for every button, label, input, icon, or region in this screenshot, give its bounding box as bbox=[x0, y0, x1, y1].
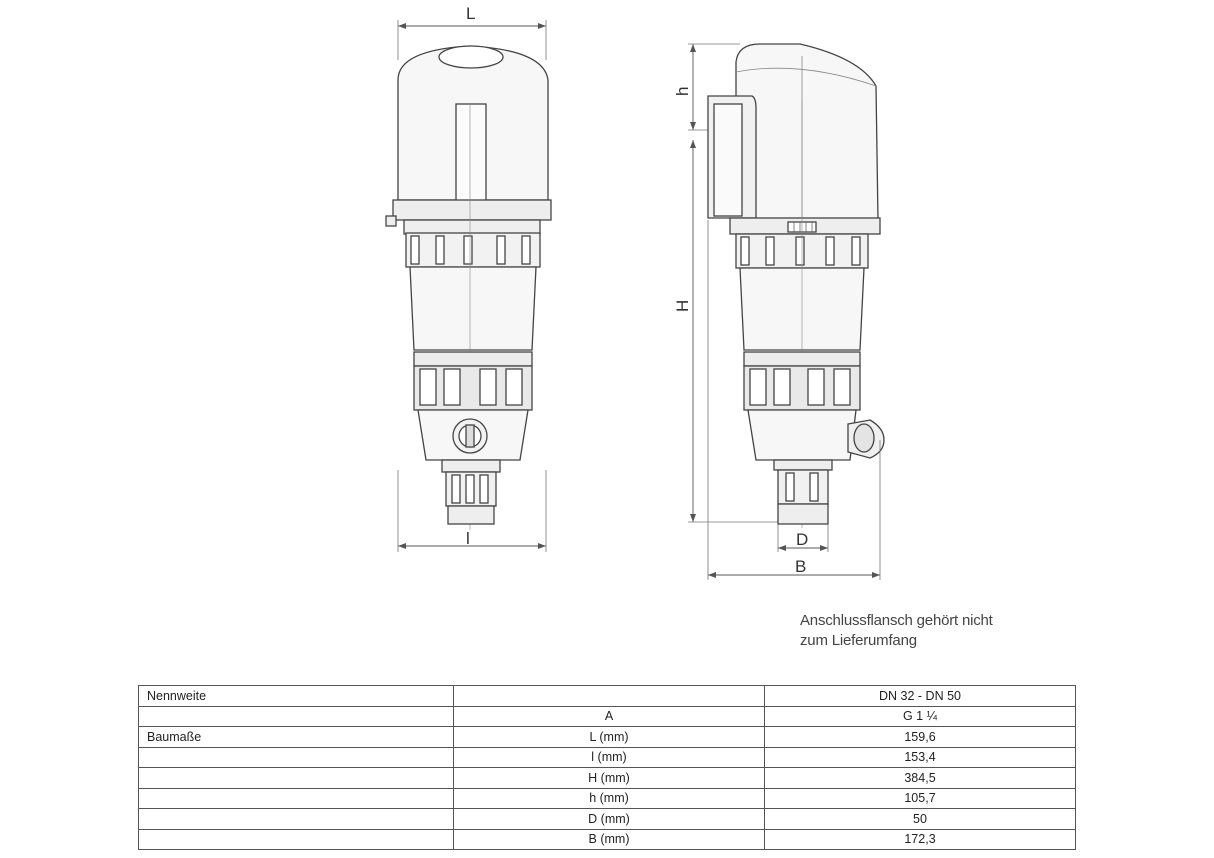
table-cell: l (mm) bbox=[454, 747, 765, 768]
table-cell: D (mm) bbox=[454, 809, 765, 830]
dim-label-B: B bbox=[795, 557, 807, 576]
table-cell bbox=[139, 768, 454, 789]
table-row bbox=[139, 727, 1076, 748]
table-row bbox=[139, 706, 1076, 727]
note-line-2: zum Lieferumfang bbox=[800, 632, 917, 649]
note bbox=[800, 611, 993, 651]
table-cell bbox=[139, 747, 454, 768]
table-cell: G 1 ¼ bbox=[765, 706, 1076, 727]
table-row bbox=[139, 768, 1076, 789]
table-cell bbox=[139, 829, 454, 850]
dim-label-D: D bbox=[796, 530, 809, 549]
specs-table bbox=[138, 685, 1076, 850]
table-cell: 384,5 bbox=[765, 768, 1076, 789]
table-row bbox=[139, 747, 1076, 768]
table-row bbox=[139, 829, 1076, 850]
dim-label-l: l bbox=[466, 529, 470, 548]
table-cell bbox=[139, 809, 454, 830]
table-cell bbox=[139, 706, 454, 727]
table-cell bbox=[454, 686, 765, 707]
table-cell: h (mm) bbox=[454, 788, 765, 809]
note-line-1: Anschlussflansch gehört nicht bbox=[800, 612, 993, 629]
dim-label-L: L bbox=[466, 4, 476, 23]
table-row bbox=[139, 686, 1076, 707]
side-view bbox=[688, 44, 884, 580]
dim-label-h: h bbox=[673, 86, 692, 96]
table-cell: A bbox=[454, 706, 765, 727]
table-cell: 159,6 bbox=[765, 727, 1076, 748]
table-cell: 50 bbox=[765, 809, 1076, 830]
table-row bbox=[139, 788, 1076, 809]
table-row bbox=[139, 809, 1076, 830]
front-view bbox=[386, 20, 551, 552]
table-cell: 153,4 bbox=[765, 747, 1076, 768]
table-cell: B (mm) bbox=[454, 829, 765, 850]
table-cell: 172,3 bbox=[765, 829, 1076, 850]
table-cell: DN 32 - DN 50 bbox=[765, 686, 1076, 707]
table-cell bbox=[139, 788, 454, 809]
table-cell: L (mm) bbox=[454, 727, 765, 748]
dim-label-H: H bbox=[673, 299, 692, 312]
table-cell: Baumaße bbox=[139, 727, 454, 748]
table-cell: 105,7 bbox=[765, 788, 1076, 809]
table-cell: Nennweite bbox=[139, 686, 454, 707]
table-cell: H (mm) bbox=[454, 768, 765, 789]
